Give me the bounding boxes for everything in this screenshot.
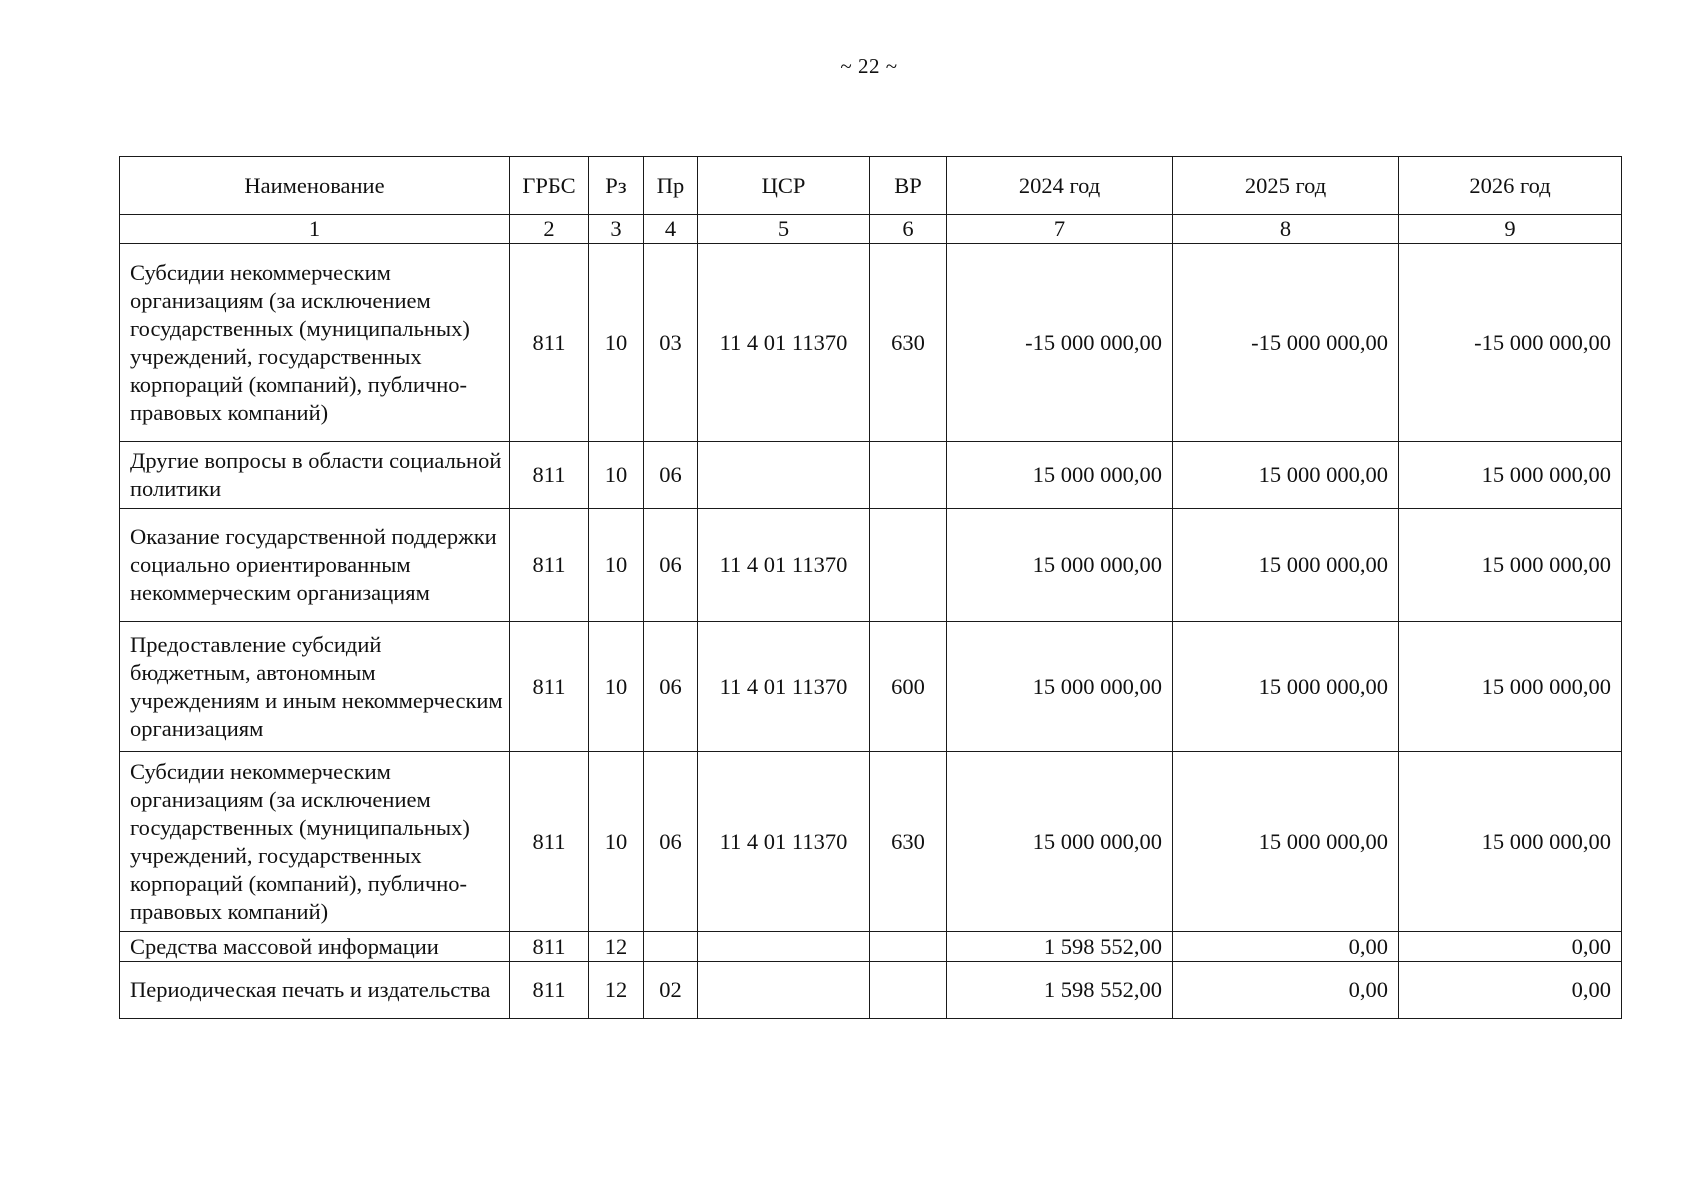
cell-rz: 10 [589, 244, 644, 442]
cell-grbs: 811 [510, 442, 589, 509]
column-number: 6 [870, 215, 947, 244]
cell-csr: 11 4 01 11370 [698, 752, 870, 932]
header-pr: Пр [644, 157, 698, 215]
column-number: 9 [1399, 215, 1622, 244]
header-grbs: ГРБС [510, 157, 589, 215]
column-number: 3 [589, 215, 644, 244]
cell-2026: 15 000 000,00 [1399, 752, 1622, 932]
cell-name: Субсидии некоммерческим организациям (за исключением государственных (муниципальных) учреждений, государственных корпораций (компаний), публично-правовых компаний) [120, 752, 510, 932]
cell-vr [870, 442, 947, 509]
cell-pr: 06 [644, 509, 698, 622]
cell-2026: 0,00 [1399, 932, 1622, 962]
cell-2026: 15 000 000,00 [1399, 442, 1622, 509]
cell-2026: 15 000 000,00 [1399, 509, 1622, 622]
cell-rz: 12 [589, 962, 644, 1019]
table-row [120, 622, 1622, 752]
cell-rz: 10 [589, 442, 644, 509]
cell-csr [698, 962, 870, 1019]
cell-pr: 02 [644, 962, 698, 1019]
cell-rz: 10 [589, 622, 644, 752]
cell-2026: -15 000 000,00 [1399, 244, 1622, 442]
column-number: 5 [698, 215, 870, 244]
cell-2025: 0,00 [1173, 962, 1399, 1019]
cell-pr: 03 [644, 244, 698, 442]
cell-2024: 15 000 000,00 [947, 622, 1173, 752]
cell-grbs: 811 [510, 752, 589, 932]
cell-grbs: 811 [510, 244, 589, 442]
cell-2024: 15 000 000,00 [947, 752, 1173, 932]
cell-name: Периодическая печать и издательства [120, 962, 510, 1019]
header-row [120, 157, 1622, 215]
cell-csr [698, 932, 870, 962]
header-vr: ВР [870, 157, 947, 215]
cell-pr: 06 [644, 442, 698, 509]
cell-rz: 12 [589, 932, 644, 962]
header-2026: 2026 год [1399, 157, 1622, 215]
cell-2024: -15 000 000,00 [947, 244, 1173, 442]
cell-vr: 600 [870, 622, 947, 752]
cell-2026: 0,00 [1399, 962, 1622, 1019]
header-rz: Рз [589, 157, 644, 215]
cell-csr: 11 4 01 11370 [698, 244, 870, 442]
cell-vr [870, 962, 947, 1019]
table-row [120, 442, 1622, 509]
cell-vr [870, 509, 947, 622]
cell-csr [698, 442, 870, 509]
cell-grbs: 811 [510, 622, 589, 752]
cell-2024: 15 000 000,00 [947, 442, 1173, 509]
header-name: Наименование [120, 157, 510, 215]
cell-2025: 15 000 000,00 [1173, 509, 1399, 622]
cell-grbs: 811 [510, 509, 589, 622]
page-number: ~ 22 ~ [840, 54, 898, 78]
table-row [120, 752, 1622, 932]
cell-2025: 15 000 000,00 [1173, 442, 1399, 509]
budget-table [119, 156, 1622, 1019]
header-csr: ЦСР [698, 157, 870, 215]
cell-csr: 11 4 01 11370 [698, 622, 870, 752]
cell-2025: 15 000 000,00 [1173, 622, 1399, 752]
table-row [120, 932, 1622, 962]
cell-name: Оказание государственной поддержки социально ориентированным некоммерческим организациям [120, 509, 510, 622]
header-2025: 2025 год [1173, 157, 1399, 215]
table-row [120, 509, 1622, 622]
cell-vr: 630 [870, 244, 947, 442]
cell-name: Предоставление субсидий бюджетным, автономным учреждениям и иным некоммерческим организациям [120, 622, 510, 752]
cell-rz: 10 [589, 509, 644, 622]
cell-pr [644, 932, 698, 962]
cell-2026: 15 000 000,00 [1399, 622, 1622, 752]
cell-pr: 06 [644, 752, 698, 932]
cell-name: Субсидии некоммерческим организациям (за исключением государственных (муниципальных) учреждений, государственных корпораций (компаний), публично-правовых компаний) [120, 244, 510, 442]
column-number: 2 [510, 215, 589, 244]
cell-name: Другие вопросы в области социальной политики [120, 442, 510, 509]
cell-vr: 630 [870, 752, 947, 932]
cell-csr: 11 4 01 11370 [698, 509, 870, 622]
cell-2025: 0,00 [1173, 932, 1399, 962]
column-number: 1 [120, 215, 510, 244]
cell-2025: 15 000 000,00 [1173, 752, 1399, 932]
cell-grbs: 811 [510, 962, 589, 1019]
cell-2025: -15 000 000,00 [1173, 244, 1399, 442]
column-number: 8 [1173, 215, 1399, 244]
cell-grbs: 811 [510, 932, 589, 962]
cell-vr [870, 932, 947, 962]
cell-2024: 1 598 552,00 [947, 962, 1173, 1019]
cell-rz: 10 [589, 752, 644, 932]
cell-2024: 1 598 552,00 [947, 932, 1173, 962]
table-row [120, 244, 1622, 442]
cell-pr: 06 [644, 622, 698, 752]
column-number-row [120, 215, 1622, 244]
cell-2024: 15 000 000,00 [947, 509, 1173, 622]
header-2024: 2024 год [947, 157, 1173, 215]
cell-name: Средства массовой информации [120, 932, 510, 962]
column-number: 7 [947, 215, 1173, 244]
table-row [120, 962, 1622, 1019]
column-number: 4 [644, 215, 698, 244]
